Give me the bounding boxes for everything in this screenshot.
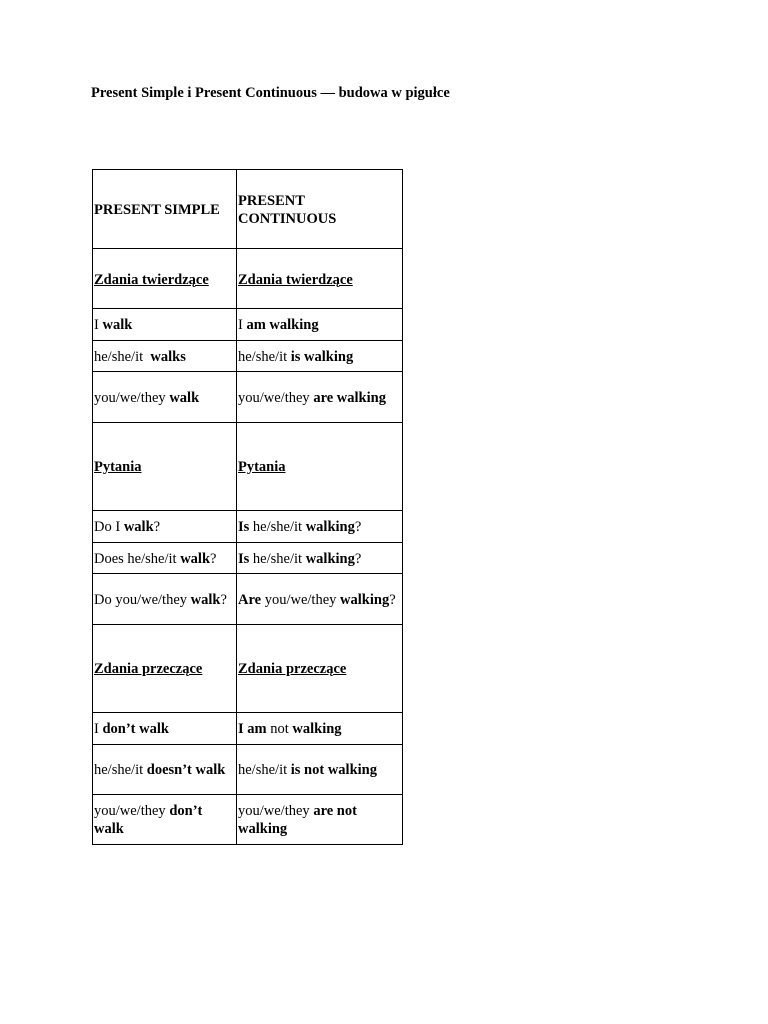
section-questions-simple: Pytania — [93, 423, 237, 511]
table-row — [93, 372, 403, 423]
cell-continuous: Is he/she/it walking? — [237, 543, 403, 574]
section-row-questions — [93, 423, 403, 511]
cell-simple: you/we/they walk — [93, 372, 237, 423]
table-row — [93, 795, 403, 845]
table-row — [93, 511, 403, 543]
table-row — [93, 713, 403, 745]
table-header-row — [93, 170, 403, 249]
cell-simple: I don’t walk — [93, 713, 237, 745]
cell-simple: Do I walk? — [93, 511, 237, 543]
grammar-table — [92, 169, 403, 845]
header-present-simple: PRESENT SIMPLE — [93, 170, 237, 249]
section-negative-continuous: Zdania przeczące — [237, 625, 403, 713]
cell-simple: you/we/they don’t walk — [93, 795, 237, 845]
table-row — [93, 543, 403, 574]
cell-continuous: Is he/she/it walking? — [237, 511, 403, 543]
cell-continuous: you/we/they are not walking — [237, 795, 403, 845]
cell-simple: Does he/she/it walk? — [93, 543, 237, 574]
section-row-negative — [93, 625, 403, 713]
section-negative-simple: Zdania przeczące — [93, 625, 237, 713]
section-row-affirmative — [93, 249, 403, 309]
cell-continuous: he/she/it is walking — [237, 341, 403, 372]
cell-continuous: you/we/they are walking — [237, 372, 403, 423]
cell-continuous: Are you/we/they walking? — [237, 574, 403, 625]
table-row — [93, 309, 403, 341]
section-affirmative-simple: Zdania twierdzące — [93, 249, 237, 309]
cell-continuous: I am not walking — [237, 713, 403, 745]
table-row — [93, 574, 403, 625]
cell-continuous: he/she/it is not walking — [237, 745, 403, 795]
cell-simple: I walk — [93, 309, 237, 341]
section-affirmative-continuous: Zdania twierdzące — [237, 249, 403, 309]
cell-continuous: I am walking — [237, 309, 403, 341]
table-row — [93, 341, 403, 372]
section-questions-continuous: Pytania — [237, 423, 403, 511]
table-row — [93, 745, 403, 795]
document-title: Present Simple i Present Continuous — budowa w pigułce — [91, 85, 450, 101]
cell-simple: he/she/it walks — [93, 341, 237, 372]
cell-simple: he/she/it doesn’t walk — [93, 745, 237, 795]
cell-simple: Do you/we/they walk? — [93, 574, 237, 625]
header-present-continuous: PRESENT CONTINUOUS — [237, 170, 403, 249]
